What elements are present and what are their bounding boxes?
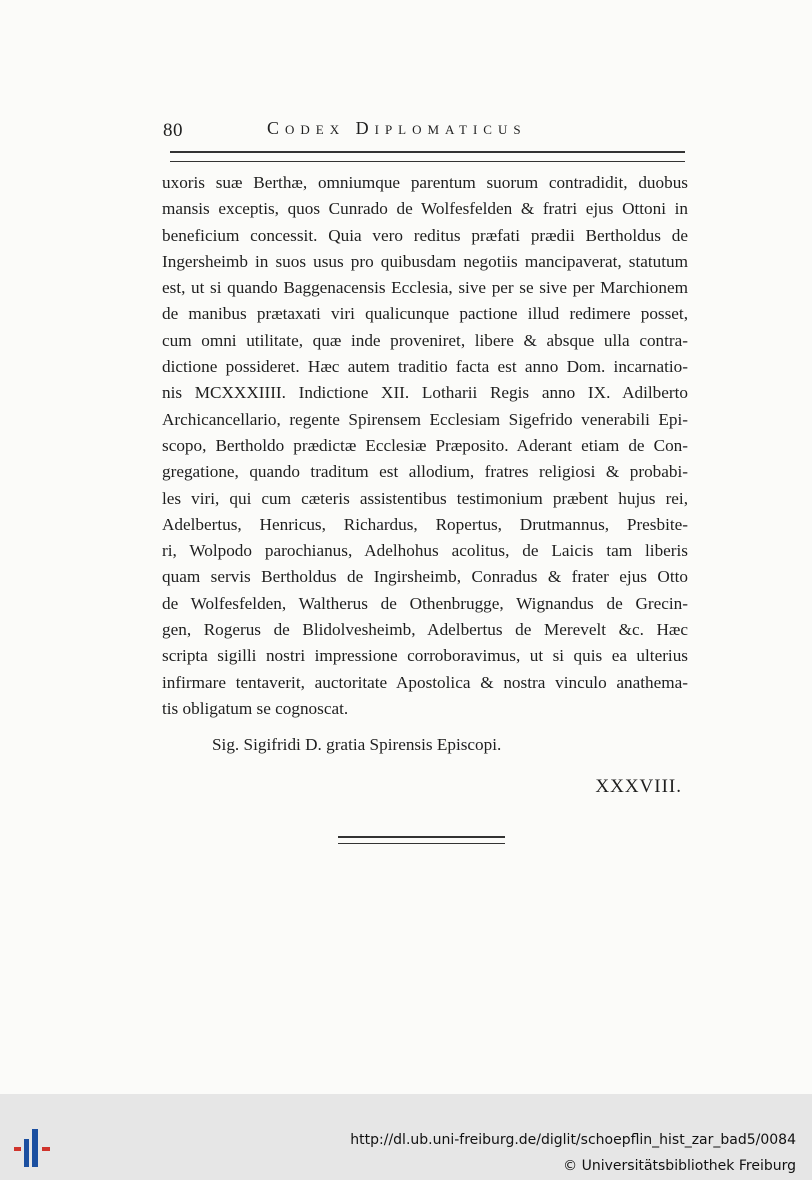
ub-freiburg-logo-icon[interactable] [14, 1129, 54, 1167]
text-line: ri, Wolpodo parochianus, Adelhohus acolitus, de Laicis tam liberis [162, 541, 688, 561]
text-line: de Wolfesfelden, Waltherus de Othenbrugge, Wignandus de Grecin- [162, 593, 688, 613]
text-line: gen, Rogerus de Blidolvesheimb, Adelbertus de Merevelt &c. Hæc [162, 620, 688, 640]
header-rule [170, 151, 685, 162]
text-line: les viri, qui cum cæteris assistentibus testimonium præbent hujus rei, [162, 488, 688, 508]
copyright-notice: © Universitätsbibliothek Freiburg [563, 1158, 796, 1174]
signature-line: Sig. Sigifridi D. gratia Spirensis Episcopi. [212, 735, 502, 754]
text-line: tis obligatum se cognoscat. [162, 698, 349, 718]
text-line: mansis exceptis, quos Cunrado de Wolfesfelden & fratri ejus Ottoni in [162, 199, 688, 219]
text-line: Archicancellario, regente Spirensem Ecclesiam Sigefrido venerabili Epi- [162, 409, 688, 429]
text-line: uxoris suæ Berthæ, omniumque parentum suorum contradidit, duobus [162, 173, 688, 192]
page-number: 80 [163, 120, 183, 141]
text-line: beneficium concessit. Quia vero reditus præfati prædii Bertholdus de [162, 225, 688, 245]
page-header [163, 118, 688, 142]
text-line: est, ut si quando Baggenacensis Ecclesia, sive per se sive per Marchionem [162, 278, 688, 298]
charter-text [162, 170, 688, 722]
next-section-number: XXXVIII. [595, 776, 682, 797]
text-line: scopo, Bertholdo prædictæ Ecclesiæ Præposito. Aderant etiam de Con- [162, 435, 688, 455]
permalink-url[interactable]: http://dl.ub.uni-freiburg.de/diglit/schoepflin_hist_zar_bad5/0084 [350, 1132, 796, 1148]
text-line: quam servis Bertholdus de Ingirsheimb, Conradus & frater ejus Otto [162, 567, 688, 587]
text-line: nis MCXXXIIII. Indictione XII. Lotharii Regis anno IX. Adilberto [162, 383, 688, 403]
text-line: Adelbertus, Henricus, Richardus, Ropertus, Drutmannus, Presbite- [162, 514, 688, 534]
text-line: cum omni utilitate, quæ inde proveniret, libere & absque ulla contra- [162, 330, 688, 350]
text-line: infirmare tentaverit, auctoritate Apostolica & nostra vinculo anathema- [162, 672, 688, 692]
text-line: scripta sigilli nostri impressione corroboravimus, ut si quis ea ulterius [162, 646, 688, 666]
end-rule [338, 836, 505, 844]
text-line: dictione possideret. Hæc autem traditio facta est anno Dom. incarnatio- [162, 357, 688, 377]
text-line: gregatione, quando traditum est allodium, fratres religiosi & probabi- [162, 462, 688, 482]
text-line: de manibus prætaxati viri qualicunque pactione illud redimere posset, [162, 304, 688, 324]
text-line: Ingersheimb in suos usus pro quibusdam negotiis mancipaverat, statutum [162, 251, 688, 271]
running-title: Codex Diplomaticus [267, 118, 527, 138]
